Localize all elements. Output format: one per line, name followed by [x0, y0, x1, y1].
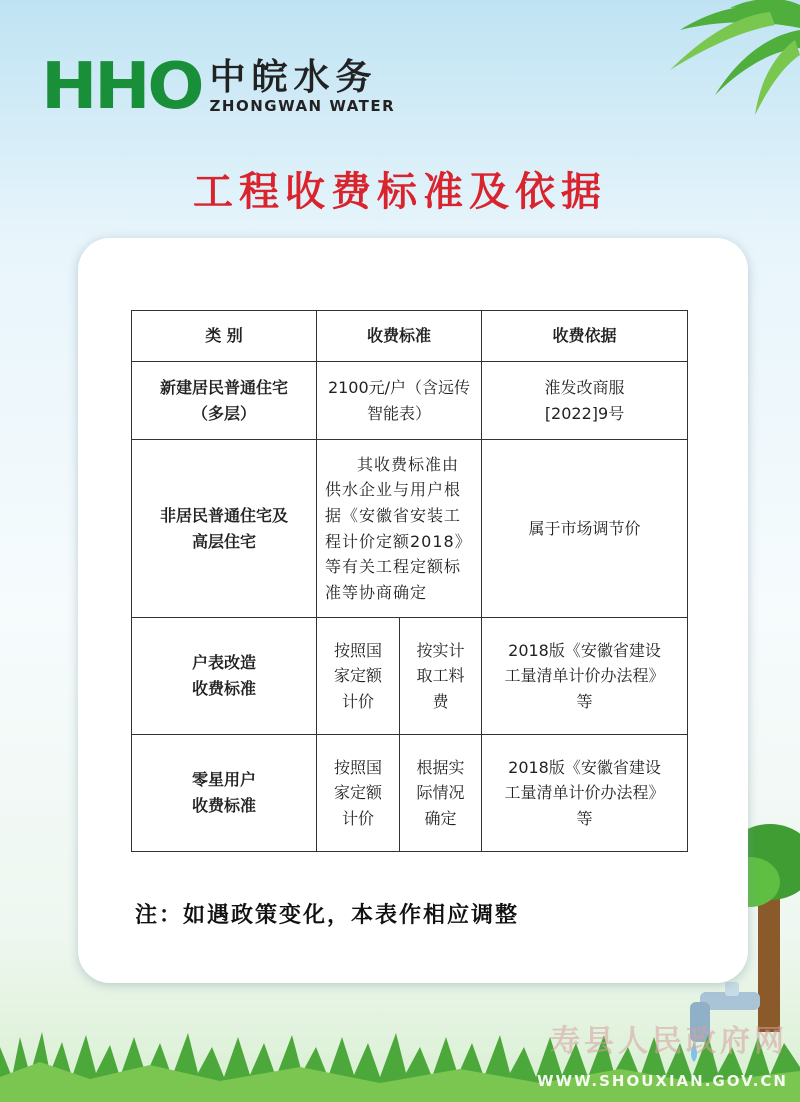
standard-cell-a: 按照国 家定额 计价 — [317, 735, 400, 852]
watermark-url: WWW.SHOUXIAN.GOV.CN — [536, 1072, 788, 1090]
brand-name-cn: 中皖水务 — [209, 57, 378, 99]
fee-table — [131, 310, 688, 852]
page-title: 工程收费标准及依据 — [193, 169, 607, 215]
category-cell: 零星用户 收费标准 — [132, 735, 317, 852]
table-header-row — [132, 311, 688, 362]
standard-cell-b: 按实计 取工料 费 — [400, 618, 482, 735]
standard-cell-a: 按照国 家定额 计价 — [317, 618, 400, 735]
standard-cell: 2100元/户（含远传 智能表） — [317, 362, 482, 440]
table-row — [132, 618, 688, 735]
header-basis: 收费依据 — [482, 311, 688, 362]
category-cell: 新建居民普通住宅 （多层） — [132, 362, 317, 440]
brand-logo — [41, 50, 396, 124]
basis-cell: 淮发改商服 [2022]9号 — [482, 362, 688, 440]
palm-leaves-decoration — [610, 0, 800, 120]
category-cell: 非居民普通住宅及 高层住宅 — [132, 440, 317, 618]
standard-cell-b: 根据实 际情况 确定 — [400, 735, 482, 852]
table-row — [132, 440, 688, 618]
category-cell: 户表改造 收费标准 — [132, 618, 317, 735]
header-category: 类 别 — [132, 311, 317, 362]
brand-mark: HHO — [41, 50, 202, 124]
header-standard: 收费标准 — [317, 311, 482, 362]
brand-name-en: ZHONGWAN WATER — [209, 96, 396, 115]
basis-cell: 2018版《安徽省建设 工量清单计价办法程》 等 — [482, 618, 688, 735]
basis-cell: 属于市场调节价 — [482, 440, 688, 618]
table-row — [132, 362, 688, 440]
table-row — [132, 735, 688, 852]
watermark-site-name: 寿县人民政府网 — [550, 1024, 788, 1059]
standard-cell: 其收费标准由供水企业与用户根据《安徽省安装工程计价定额2018》等有关工程定额标准等协商确定 — [317, 440, 482, 618]
footnote: 注：如遇政策变化，本表作相应调整 — [135, 903, 520, 928]
basis-cell: 2018版《安徽省建设 工量清单计价办法程》 等 — [482, 735, 688, 852]
